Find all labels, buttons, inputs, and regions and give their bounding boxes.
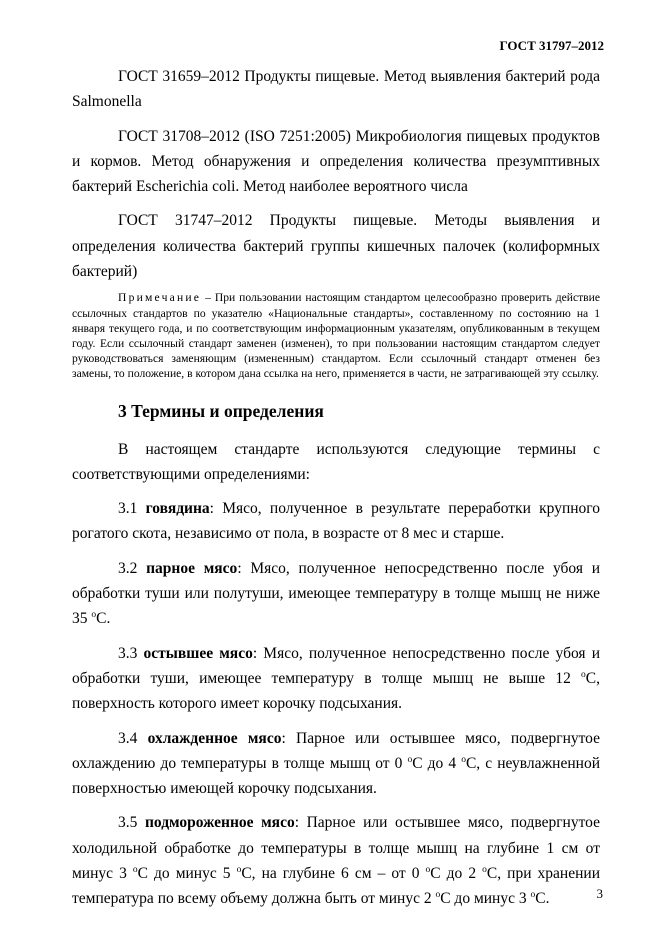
term-number: 3.1 bbox=[118, 500, 146, 518]
term-number: 3.3 bbox=[118, 644, 144, 662]
note-text: – При пользовании настоящим стандартом целесообразно проверить действие ссылочных стандартов по указателю «Национальные стандарты», составленному по состоянию на 1 января текущего года, и по соответствующим информационным указателям, опубликованным в текущем году. Если ссылочный стандарт заменен (изменен), то при пользовании настоящим стандартом следует руководствоваться заменяющим (измененным) стандартом. Если ссылочный стандарт отменен без замены, то положение, в котором дана ссылка на него, применяется в части, не затрагивающей эту ссылку. bbox=[72, 291, 600, 381]
term-definition-text: С до 4 bbox=[412, 754, 462, 772]
term-name: остывшее мясо bbox=[143, 644, 253, 662]
term-definition-3-2 bbox=[72, 556, 600, 632]
note-paragraph bbox=[72, 290, 600, 381]
page-body bbox=[72, 64, 600, 912]
reference-item bbox=[72, 64, 600, 115]
term-name: охлажденное мясо bbox=[147, 729, 282, 747]
term-definition-text: : Мясо, полученное непосредственно после убоя и обработки туши, имеющее температуру в толще мышц не выше 12 bbox=[72, 644, 601, 687]
reference-code: ГОСТ 31708–2012 bbox=[118, 127, 240, 145]
degree-sign: o bbox=[425, 865, 431, 876]
degree-sign: o bbox=[530, 890, 536, 901]
reference-item bbox=[72, 124, 600, 200]
reference-code: ГОСТ 31659–2012 bbox=[118, 68, 240, 85]
section-intro: В настоящем стандарте используются следующие термины с соответствующими определениями: bbox=[72, 440, 600, 483]
term-definition-text: : Парное или остывшее мясо, подвергнутое холодильной обработке до температуры в толще мышц на глубине 1 см от минус 3 bbox=[72, 814, 600, 883]
term-definition-text: : Мясо, полученное непосредственно после убоя и обработки туши или полутуши, имеющее температуру в толще мышц не ниже 35 bbox=[72, 559, 601, 628]
term-definition-3-1 bbox=[72, 496, 600, 547]
term-definition-text: С, с неувлажненной поверхностью имеющей корочку подсыхания. bbox=[72, 754, 600, 798]
reference-item bbox=[72, 208, 600, 284]
term-name: парное мясо bbox=[146, 559, 238, 577]
term-definition-text: : Мясо, полученное в результате переработки крупного рогатого скота, независимо от пола, в возрасте от 8 мес и старше. bbox=[72, 500, 601, 543]
degree-sign: o bbox=[132, 865, 138, 876]
page-number: 3 bbox=[596, 886, 603, 901]
term-definition-text: С, на глубине 6 см – от 0 bbox=[241, 865, 426, 883]
term-name: говядина bbox=[145, 500, 210, 518]
reference-code: ГОСТ 31747–2012 bbox=[118, 212, 253, 230]
degree-sign: o bbox=[435, 890, 441, 901]
degree-sign: o bbox=[91, 610, 97, 621]
degree-sign: o bbox=[581, 669, 586, 680]
term-definition-text: С до минус 5 bbox=[137, 865, 237, 883]
term-definition-3-5 bbox=[72, 810, 600, 911]
reference-title: (ISO 7251:2005) Микробиология пищевых продуктов и кормов. Метод обнаружения и определения количества презумптивных бактерий Escherichia coli. Метод наиболее вероятного числа bbox=[72, 127, 601, 196]
term-definition-text: С. bbox=[96, 610, 111, 628]
section-heading: 3 Термины и определения bbox=[118, 400, 324, 421]
term-definition-text: С до 2 bbox=[430, 865, 483, 883]
term-definition-3-4 bbox=[72, 726, 600, 802]
note-label: Примечание bbox=[118, 291, 202, 305]
term-number: 3.4 bbox=[118, 729, 148, 747]
term-number: 3.2 bbox=[118, 559, 147, 577]
term-number: 3.5 bbox=[118, 814, 145, 832]
term-definition-text: С, при хранении температура по всему объему должна быть от минус 2 bbox=[72, 865, 600, 908]
page-header-standard: ГОСТ 31797–2012 bbox=[499, 38, 604, 53]
degree-sign: o bbox=[461, 754, 466, 765]
term-definition-text: С, поверхность которого имеет корочку подсыхания. bbox=[72, 669, 600, 713]
degree-sign: o bbox=[407, 754, 413, 765]
term-definition-text: : Парное или остывшее мясо, подвергнутое охлаждению до температуры в толще мышц от 0 bbox=[72, 729, 600, 772]
term-name: подмороженное мясо bbox=[144, 814, 295, 832]
term-definition-3-3 bbox=[72, 641, 600, 717]
reference-title: Продукты пищевые. Метод выявления бактерий рода Salmonella bbox=[72, 68, 600, 111]
term-definition-text: С до минус 3 bbox=[440, 890, 531, 908]
degree-sign: o bbox=[236, 865, 242, 876]
degree-sign: o bbox=[482, 865, 487, 876]
term-definition-text: С. bbox=[535, 890, 550, 908]
reference-title: Продукты пищевые. Методы выявления и определения количества бактерий группы кишечных палочек (колиформных бактерий) bbox=[72, 212, 600, 281]
